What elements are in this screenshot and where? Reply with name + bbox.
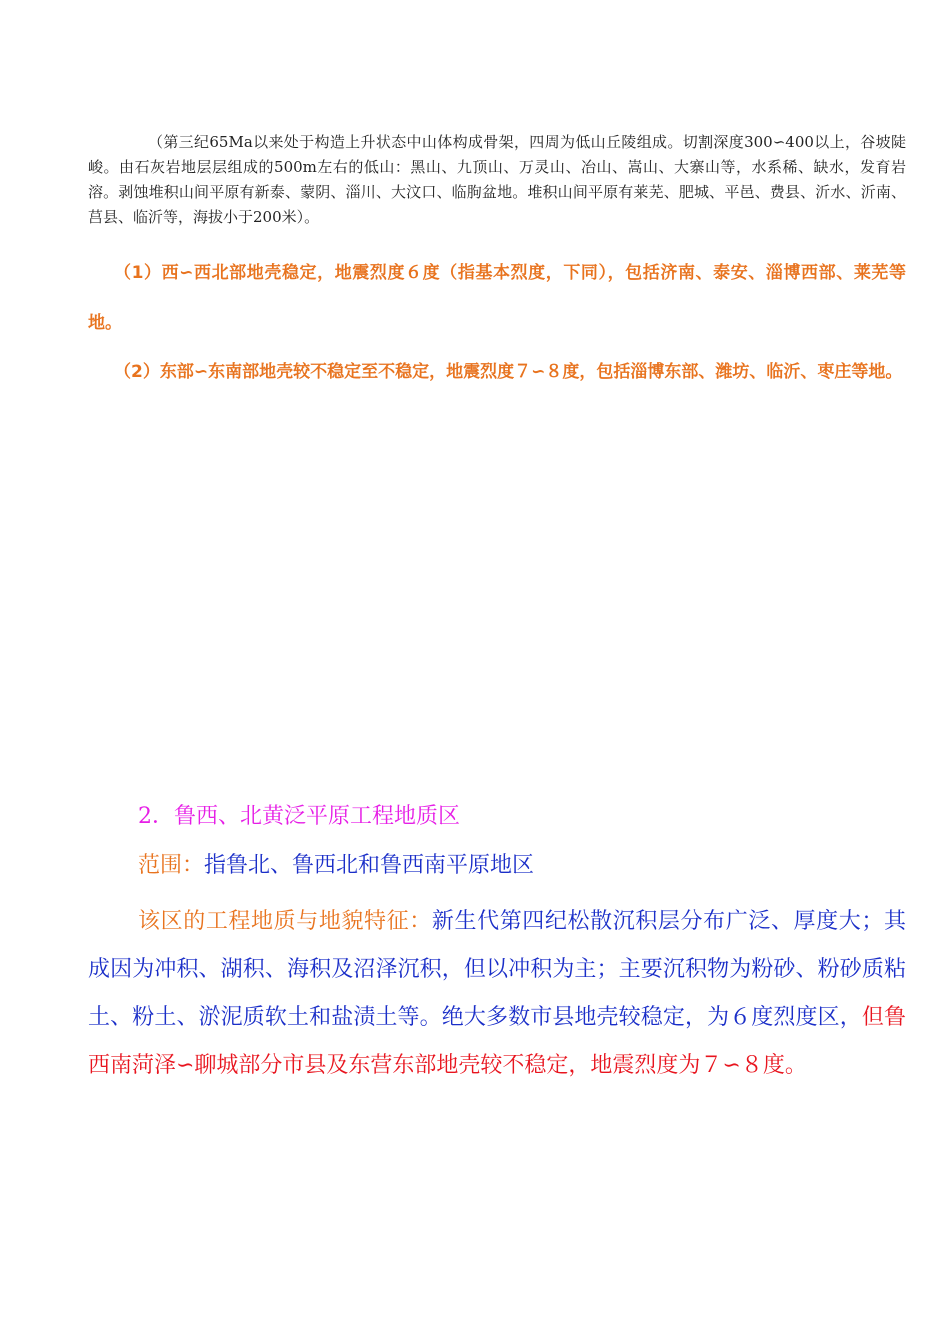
features-text-blue: 新生代第四纪松散沉积层分布广泛、厚度大；其成因为冲积、湖积、海积及沼泽沉积，但以冲积为主；主要沉积物为粉砂、粉砂质粘土、粉土、淤泥质软土和盐渍土等。绝大多数市县地壳较稳定，为６度烈度区， bbox=[88, 909, 906, 1030]
intro-paragraph: （第三纪65Ma以来处于构造上升状态中山体构成骨架，四周为低山丘陵组成。切割深度300∽400以上，谷坡陡峻。由石灰岩地层层组成的500m左右的低山：黑山、九顶山、万灵山、冶山、嵩山、大寨山等，水系稀、缺水，发育岩溶。剥蚀堆积山间平原有新泰、蒙阴、淄川、大汶口、临朐盆地。堆积山间平原有莱芜、肥城、平邑、费县、沂水、沂南、莒县、临沂等，海拔小于200米）。 bbox=[88, 133, 906, 226]
features-paragraph bbox=[88, 898, 906, 1090]
scope-label: 范围： bbox=[138, 853, 205, 878]
features-label: 该区的工程地质与地貌特征： bbox=[138, 909, 432, 934]
stability-item-west: （1）西∽西北部地壳稳定，地震烈度６度（指基本烈度，下同），包括济南、泰安、淄博西部、莱芜等地。 bbox=[88, 263, 906, 333]
scope-text: 指鲁北、鲁西北和鲁西南平原地区 bbox=[204, 853, 535, 878]
section-title: 2．鲁西、北黄泛平原工程地质区 bbox=[138, 804, 460, 829]
features-text-red: 但鲁西南菏泽∽聊城部分市县及东营东部地壳较不稳定，地震烈度为７∽８度。 bbox=[88, 1005, 906, 1078]
scope-line bbox=[138, 849, 898, 883]
stability-item-east: （2）东部∽东南部地壳较不稳定至不稳定，地震烈度７∽８度，包括淄博东部、潍坊、临沂、枣庄等地。 bbox=[114, 362, 903, 382]
